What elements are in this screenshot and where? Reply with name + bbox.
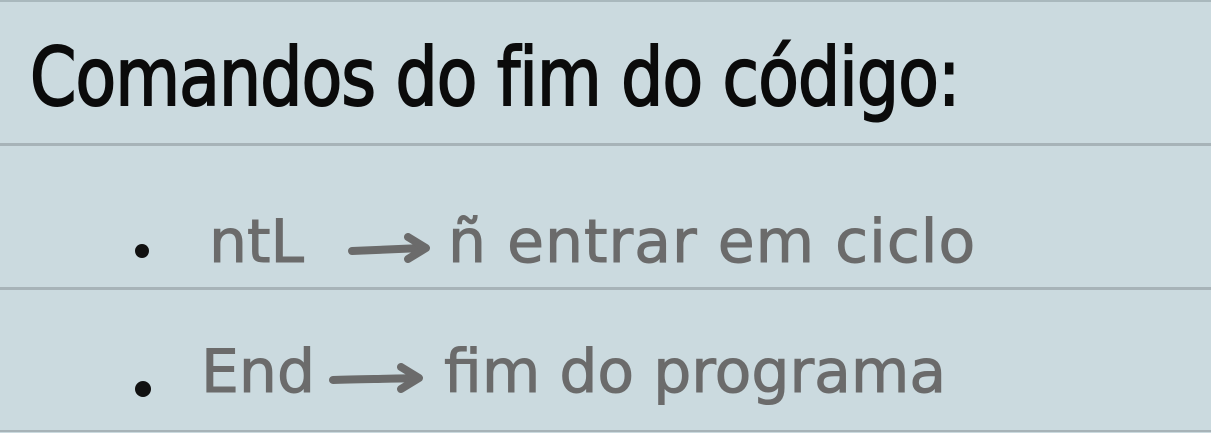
bullet-point — [135, 244, 149, 258]
arrow-right-icon — [348, 233, 430, 263]
list-item — [135, 332, 946, 412]
command-label: ntL — [209, 207, 304, 277]
arrow-right-icon — [329, 363, 424, 393]
command-description: fim do programa — [444, 337, 947, 407]
ruled-line — [0, 430, 1211, 432]
bullet-point — [135, 381, 151, 397]
ruled-line — [0, 143, 1211, 146]
command-label: End — [201, 337, 316, 407]
note-title: Comandos do fim do código: — [30, 31, 960, 124]
list-item — [135, 202, 976, 282]
ruled-line — [0, 287, 1211, 290]
command-description: ñ entrar em ciclo — [447, 207, 977, 277]
